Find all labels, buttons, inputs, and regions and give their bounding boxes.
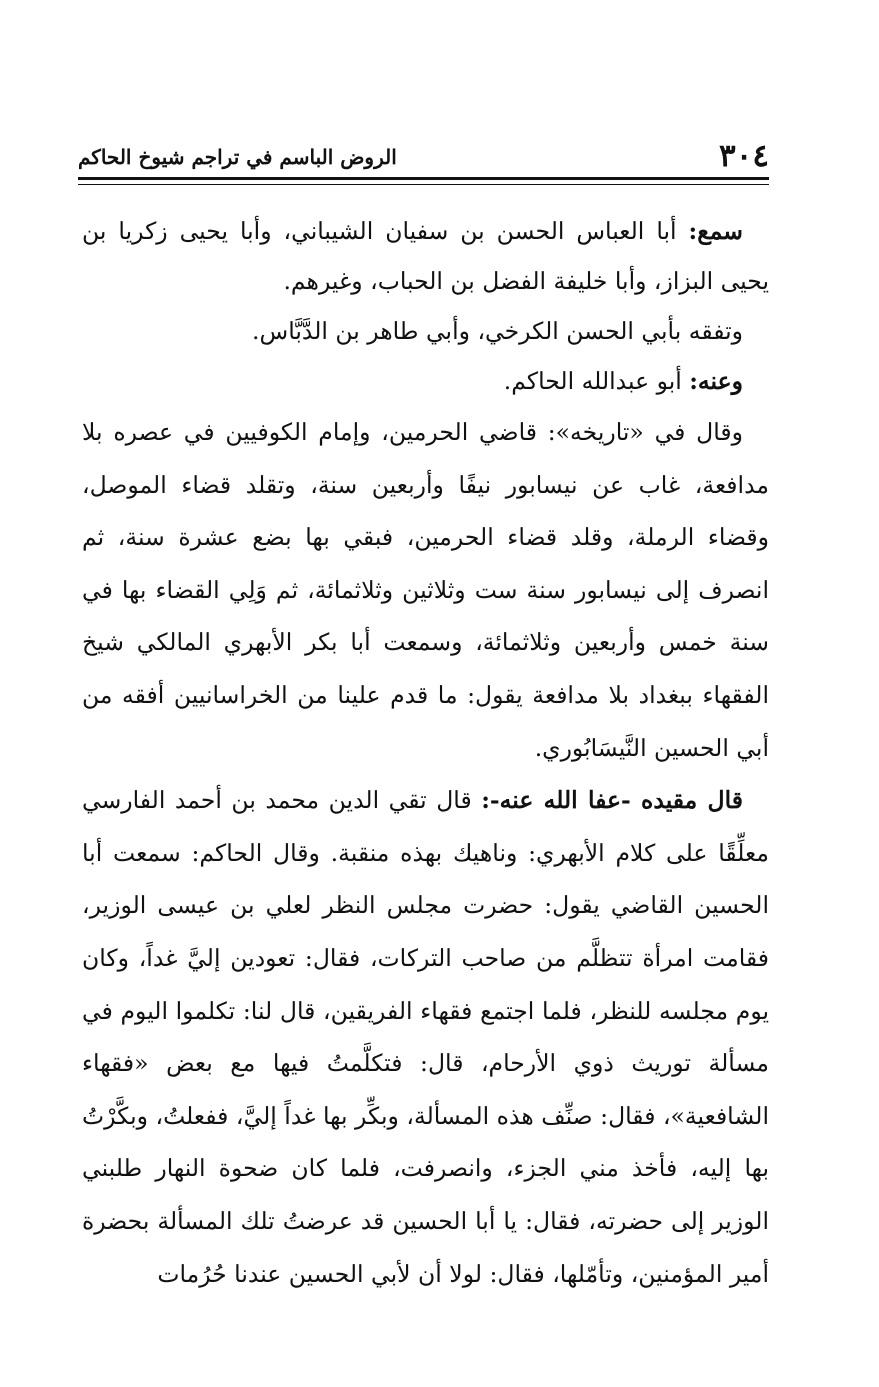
paragraph-author-note bbox=[82, 774, 769, 1300]
paragraph-text: أبا العباس الحسن بن سفيان الشيباني، وأبا يحيى زكريا بن يحيى البزاز، وأبا خليفة الفضل بن الحباب، وغيرهم. bbox=[82, 217, 769, 295]
page-header bbox=[78, 136, 769, 176]
paragraph-lead: سمع: bbox=[688, 217, 743, 245]
paragraph-studied-under bbox=[82, 306, 769, 356]
body-text bbox=[82, 206, 769, 1300]
paragraph-lead: وعنه: bbox=[689, 367, 743, 395]
paragraph-heard-from bbox=[82, 206, 769, 306]
paragraph-lead: قال مقيده -عفا الله عنه-: bbox=[481, 786, 743, 815]
paragraph-text: قال تقي الدين محمد بن أحمد الفارسي معلِّقًا على كلام الأبهري: وناهيك بهذه منقبة. وقال الحاكم: سمعت أبا الحسين القاضي يقول: حضرت مجلس النظر لعلي بن عيسى الوزير، فقامت امرأة تتظلَّم من صاحب التركات، فقال: تعودين إليَّ غداً، وكان يوم مجلسه للنظر، فلما اجتمع فقهاء الفريقين، قال لنا: تكلموا اليوم في مسألة توريث ذوي الأرحام، قال: فتكلَّمتُ فيها مع بعض «فقهاء الشافعية»، فقال: صنِّف هذه المسألة، وبكِّر بها غداً إليَّ، ففعلتُ، وبكَّرْتُ بها إليه، فأخذ مني الجزء، وانصرفت، فلما كان ضحوة النهار طلبني الوزير إلى حضرته، فقال: يا أبا الحسين قد عرضتُ تلك المسألة بحضرة أمير المؤمنين، وتأمّلها، فقال: لولا أن لأبي الحسين عندنا حُرُمات bbox=[82, 786, 769, 1288]
running-title: الروض الباسم في تراجم شيوخ الحاكم bbox=[78, 145, 397, 169]
paragraph-text: وقال في «تاريخه»: قاضي الحرمين، وإمام الكوفيين في عصره بلا مدافعة، غاب عن نيسابور نيفًا وأربعين سنة، وتقلد قضاء الموصل، وقضاء الرملة، وقلد قضاء الحرمين، فبقي بها بضع عشرة سنة، ثم انصرف إلى نيسابور سنة ست وثلاثين وثلاثمائة، ثم وَلِي القضاء بها في سنة خمس وأربعين وثلاثمائة، وسمعت أبا بكر الأبهري المالكي شيخ الفقهاء ببغداد بلا مدافعة يقول: ما قدم علينا من الخراسانيين أفقه من أبي الحسين النَّيسَابُوري. bbox=[82, 418, 769, 762]
paragraph-text: وتفقه بأبي الحسن الكرخي، وأبي طاهر بن الدَّبَّاس. bbox=[252, 317, 743, 345]
page-number: ٣٠٤ bbox=[719, 138, 769, 174]
paragraph-text: أبو عبدالله الحاكم. bbox=[503, 367, 690, 395]
paragraph-tarikh-quote bbox=[82, 406, 769, 774]
header-rule-thick bbox=[78, 177, 769, 180]
header-rule-thin bbox=[78, 184, 769, 185]
paragraph-narrated-by bbox=[82, 356, 769, 406]
